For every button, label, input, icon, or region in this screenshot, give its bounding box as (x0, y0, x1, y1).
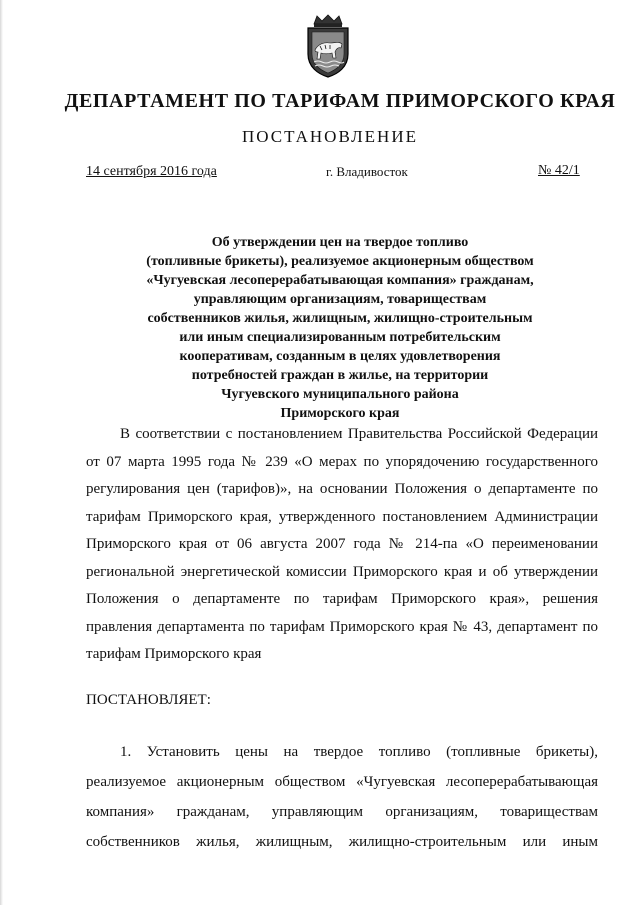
subject-line: (топливные брикеты), реализуемое акционерным обществом (146, 254, 534, 269)
item-1-paragraph (86, 737, 598, 857)
document-type: ПОСТАНОВЛЕНИЕ (241, 127, 418, 146)
department-title: ДЕПАРТАМЕНТ ПО ТАРИФАМ ПРИМОРСКОГО КРАЯ (64, 90, 616, 112)
document-date: 14 сентября 2016 года (86, 164, 217, 179)
item-line: реализуемое акционерным обществом «Чугуевская лесоперерабатывающая (86, 774, 598, 790)
preamble-line: регулирования цен (тарифов)», на основании Положения о департаменте по (86, 481, 598, 497)
subject-line: кооперативам, созданным в целях удовлетворения (179, 349, 501, 364)
preamble-line: региональной энергетической комиссии Приморского края и об утверждении (86, 563, 598, 580)
document-city: г. Владивосток (326, 164, 408, 179)
subject-line: управляющим организациям, товариществам (193, 292, 487, 307)
preamble-line: правления департамента по тарифам Приморского края № 43, департамент по (86, 618, 598, 635)
decree-heading: ПОСТАНОВЛЯЕТ: (86, 692, 211, 708)
subject-line: Чугуевского муниципального района (221, 387, 459, 402)
subject-line: Об утверждении цен на твердое топливо (211, 235, 469, 250)
item-line: собственников жилья, жилищным, жилищно-строительным или иным (86, 834, 598, 850)
document-subject (100, 233, 580, 423)
preamble-line: тарифам Приморского края (86, 646, 262, 662)
subject-line: собственников жилья, жилищным, жилищно-строительным (147, 311, 533, 326)
preamble-line: тарифам Приморского края, утвержденного постановлением Администрации (86, 508, 598, 525)
coat-of-arms-icon (300, 14, 356, 78)
scan-edge-shadow (0, 0, 3, 905)
document-number: № 42/1 (538, 163, 580, 178)
preamble-line: от 07 марта 1995 года № 239 «О мерах по упорядочению государственного (86, 453, 598, 470)
preamble-paragraph (86, 421, 598, 669)
preamble-line: Приморского края от 06 августа 2007 года № 214-па «О переименовании (86, 536, 598, 552)
subject-line: потребностей граждан в жилье, на территории (191, 368, 489, 383)
subject-line: «Чугуевская лесоперерабатывающая компания» гражданам, (146, 273, 534, 288)
preamble-line: Положения о департаменте по тарифам Приморского края», решения (86, 591, 598, 607)
preamble-line: В соответствии с постановлением Правительства Российской Федерации (120, 426, 598, 442)
subject-line: Приморского края (280, 406, 400, 421)
item-line: 1. Установить цены на твердое топливо (топливные брикеты), (120, 744, 598, 760)
item-line: компания» гражданам, управляющим организациям, товариществам (86, 804, 598, 820)
subject-line: или иным специализированным потребительским (179, 330, 501, 345)
